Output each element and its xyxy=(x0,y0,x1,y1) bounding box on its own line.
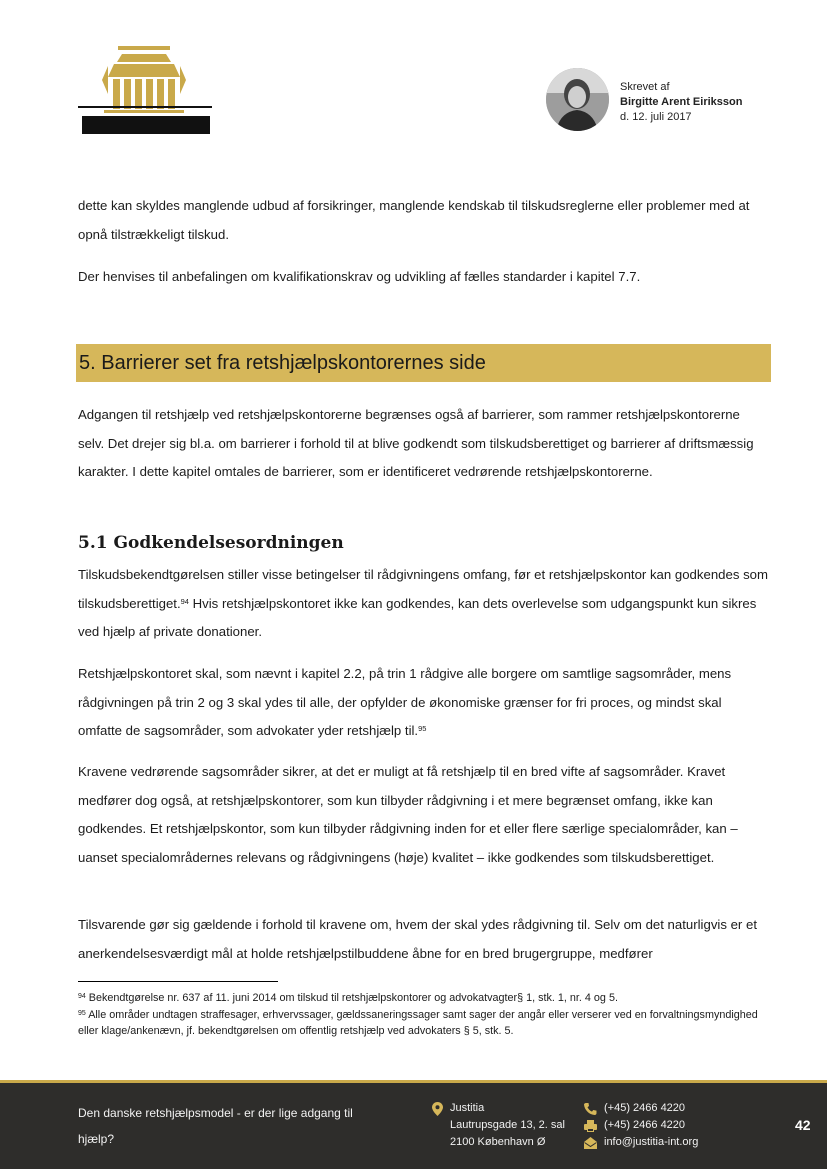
page-footer xyxy=(0,1080,827,1169)
subsection-paragraph-3: Kravene vedrørende sagsområder sikrer, at det er muligt at få retshjælp til en bred vifte af sagsområder. Kravet medfører dog også, at retshjælpskontorer, som kun tilbyder rådgivning i et mere begrænset omfang, ikke kan godkendes. Et retshjælpskontor, som kun tilbyder rådgivning inden for et eller flere særlige specialområder, kan – uanset specialområdernes relevans og rådgivningens (høje) kvalitet – ikke godkendes som tilskudsberettiget. xyxy=(78,764,738,865)
footer-address-org: Justitia xyxy=(450,1102,485,1114)
footer-address-city: 2100 København Ø xyxy=(450,1136,546,1148)
footer-email[interactable]: info@justitia-int.org xyxy=(604,1136,699,1148)
intro-paragraph-2: Der henvises til anbefalingen om kvalifikationskrav og udvikling af fælles standarder i kapitel 7.7. xyxy=(78,269,641,284)
subsection-paragraph-1: Tilskudsbekendtgørelsen stiller visse betingelser til rådgivningens omfang, før et retshjælpskontor kan godkendes som tilskudsberettiget.$^{94}$ Hvis retshjælpskontoret ikke kan godkendes, kan dets overlevelse som udgangspunkt kun sikres ved hjælp af private donationer. xyxy=(78,567,768,639)
author-date: d. 12. juli 2017 xyxy=(620,111,692,123)
footer-phone: (+45) 2466 4220 xyxy=(604,1102,686,1114)
author-name: Birgitte Arent Eiriksson xyxy=(620,96,743,108)
footnote-95: $^{95}$ Alle områder undtagen straffesager, erhvervssager, gældssaneringssager samt sager der angår eller verserer ved en forvaltningsmyndighed eller klage/ankenævn, jf. bekendtgørelsen om offentlig retshjælp ved advokaters § 5, stk. 5. xyxy=(78,1008,758,1037)
section-paragraph: Adgangen til retshjælp ved retshjælpskontorerne begrænses også af barrierer, som rammer retshjælpskontorerne selv. Det drejer sig bl.a. om barrierer i forhold til at blive godkendt som tilskudsberettiget og barrierer af driftsmæssig karakter. I dette kapitel omtales de barrierer, som er identificeret vedrørende retshjælpskontorerne. xyxy=(78,407,754,479)
footnote-94: $^{94}$ Bekendtgørelse nr. 637 af 11. juni 2014 om tilskud til retshjælpskontorer og advokatvagter§ 1, stk. 1, nr. 4 og 5. xyxy=(78,992,618,1004)
subsection-heading: 5.1 Godkendelsesordningen xyxy=(78,533,344,553)
phone-icon xyxy=(584,1103,597,1115)
author-avatar xyxy=(546,68,609,131)
footer-title: Den danske retshjælpsmodel - er der lige adgang til hjælp? xyxy=(78,1106,353,1146)
footnote-ref-95[interactable]: 95 xyxy=(418,724,427,733)
footnotes xyxy=(78,990,768,1040)
section-heading: 5. Barrierer set fra retshjælpskontorernes side xyxy=(76,344,771,382)
fax-icon xyxy=(584,1120,597,1132)
subsection-paragraph-2: Retshjælpskontoret skal, som nævnt i kapitel 2.2, på trin 1 rådgive alle borgere om samtlige sagsområder, mens rådgivningen på trin 2 og 3 skal ydes til alle, der opfylder de økonomiske grænser for fri proces, og mindst skal omfatte de sagsområder, som advokater yder retshjælp til.$^{95}$ xyxy=(78,666,732,738)
location-pin-icon xyxy=(432,1102,443,1116)
envelope-icon xyxy=(584,1137,597,1149)
footer-fax: (+45) 2466 4220 xyxy=(604,1119,686,1131)
intro-paragraph-1: dette kan skyldes manglende udbud af forsikringer, manglende kendskab til tilskudsreglerne eller problemer med at opnå tilstrækkeligt tilskud. xyxy=(78,198,750,242)
justitia-logo xyxy=(78,44,212,136)
page-number: 42 xyxy=(795,1117,811,1133)
author-block xyxy=(546,68,746,132)
author-label: Skrevet af xyxy=(620,81,670,93)
subsection-paragraph-4: Tilsvarende gør sig gældende i forhold til kravene om, hvem der skal ydes rådgivning til. Selv om det naturligvis er et anerkendelsesværdigt mål at holde retshjælpstilbuddene åbne for en bred brugergruppe, medfører xyxy=(78,917,757,961)
footer-address-street: Lautrupsgade 13, 2. sal xyxy=(450,1119,565,1131)
footnote-ref-94[interactable]: 94 xyxy=(180,596,189,606)
footer-gold-line xyxy=(0,1080,827,1083)
footnote-divider xyxy=(78,981,278,982)
